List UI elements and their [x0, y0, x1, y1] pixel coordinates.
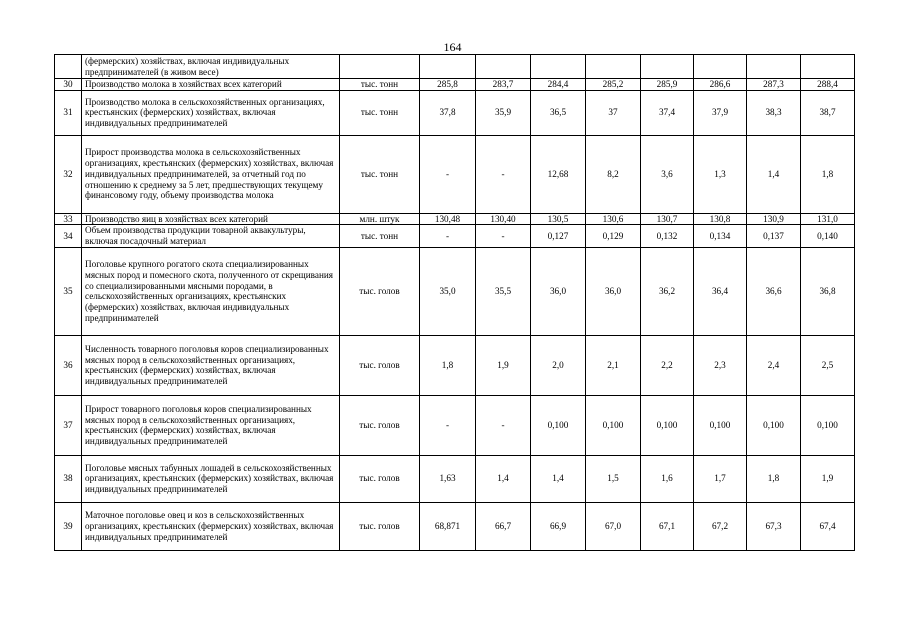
indicator-name: Прирост товарного поголовья коров специализированных мясных пород в сельскохозяйственных организациях, крестьянских (фермерских) хозяйствах, включая индивидуальных предпринимателей — [82, 395, 340, 455]
value-cell: 0,140 — [801, 225, 855, 247]
page-number: 164 — [443, 40, 462, 54]
value-cell: 0,100 — [747, 395, 801, 455]
table-row — [55, 247, 855, 335]
value-cell: - — [476, 135, 531, 213]
value-cell: 38,7 — [801, 90, 855, 135]
row-number — [55, 55, 82, 79]
table-row — [55, 90, 855, 135]
value-cell: 8,2 — [586, 135, 641, 213]
unit-cell — [340, 55, 420, 79]
value-cell: 38,3 — [747, 90, 801, 135]
value-cell: 2,3 — [694, 335, 747, 395]
value-cell: - — [420, 395, 476, 455]
table-row — [55, 335, 855, 395]
value-cell: 67,0 — [586, 502, 641, 550]
value-cell: 0,100 — [801, 395, 855, 455]
value-cell: - — [420, 135, 476, 213]
value-cell: 3,6 — [641, 135, 694, 213]
value-cell: 37 — [586, 90, 641, 135]
value-cell: 0,127 — [531, 225, 586, 247]
value-cell: 36,6 — [747, 247, 801, 335]
row-number: 31 — [55, 90, 82, 135]
value-cell: 130,48 — [420, 213, 476, 225]
unit-cell: тыс. тонн — [340, 135, 420, 213]
value-cell: 35,5 — [476, 247, 531, 335]
row-number: 32 — [55, 135, 82, 213]
value-cell: 286,6 — [694, 79, 747, 91]
value-cell: 1,6 — [641, 455, 694, 502]
value-cell — [801, 55, 855, 79]
row-number: 36 — [55, 335, 82, 395]
unit-cell: тыс. голов — [340, 502, 420, 550]
value-cell: 67,2 — [694, 502, 747, 550]
value-cell: 288,4 — [801, 79, 855, 91]
value-cell: 2,5 — [801, 335, 855, 395]
value-cell: 36,5 — [531, 90, 586, 135]
indicators-table — [54, 54, 855, 551]
value-cell: 0,134 — [694, 225, 747, 247]
value-cell: 36,0 — [531, 247, 586, 335]
value-cell: 2,1 — [586, 335, 641, 395]
value-cell — [694, 55, 747, 79]
indicator-name: Производство яиц в хозяйствах всех категорий — [82, 213, 340, 225]
table-row — [55, 55, 855, 79]
table-row — [55, 135, 855, 213]
value-cell: 2,4 — [747, 335, 801, 395]
value-cell: 37,8 — [420, 90, 476, 135]
value-cell: - — [476, 395, 531, 455]
unit-cell: тыс. голов — [340, 395, 420, 455]
value-cell — [747, 55, 801, 79]
value-cell: 131,0 — [801, 213, 855, 225]
value-cell: 0,100 — [641, 395, 694, 455]
table-row — [55, 502, 855, 550]
indicator-name: Поголовье крупного рогатого скота специализированных мясных пород и помесного скота, полученного от скрещивания со специализированными мясными породами, в сельскохозяйственных организациях, крестьянских (фермерских) хозяйствах, включая индивидуальных предпринимателей — [82, 247, 340, 335]
value-cell — [586, 55, 641, 79]
row-number: 37 — [55, 395, 82, 455]
value-cell: 67,4 — [801, 502, 855, 550]
value-cell: 67,3 — [747, 502, 801, 550]
unit-cell: тыс. голов — [340, 335, 420, 395]
table-row — [55, 395, 855, 455]
value-cell: 1,4 — [531, 455, 586, 502]
value-cell: 130,5 — [531, 213, 586, 225]
unit-cell: тыс. тонн — [340, 90, 420, 135]
value-cell: 1,8 — [747, 455, 801, 502]
value-cell: 37,4 — [641, 90, 694, 135]
value-cell: 1,3 — [694, 135, 747, 213]
value-cell: 287,3 — [747, 79, 801, 91]
indicator-name: Численность товарного поголовья коров специализированных мясных пород в сельскохозяйственных организациях, крестьянских (фермерских) хозяйствах, включая индивидуальных предпринимателей — [82, 335, 340, 395]
value-cell: 0,100 — [694, 395, 747, 455]
value-cell: 1,4 — [476, 455, 531, 502]
row-number: 35 — [55, 247, 82, 335]
value-cell: 285,2 — [586, 79, 641, 91]
table-row — [55, 79, 855, 91]
unit-cell: тыс. голов — [340, 455, 420, 502]
value-cell: 68,871 — [420, 502, 476, 550]
value-cell: 12,68 — [531, 135, 586, 213]
value-cell: 37,9 — [694, 90, 747, 135]
value-cell: 1,7 — [694, 455, 747, 502]
unit-cell: тыс. тонн — [340, 225, 420, 247]
row-number: 39 — [55, 502, 82, 550]
value-cell: 35,0 — [420, 247, 476, 335]
value-cell: 66,9 — [531, 502, 586, 550]
value-cell: 130,9 — [747, 213, 801, 225]
value-cell: 0,129 — [586, 225, 641, 247]
row-number: 38 — [55, 455, 82, 502]
value-cell: 66,7 — [476, 502, 531, 550]
row-number: 33 — [55, 213, 82, 225]
value-cell: 1,9 — [801, 455, 855, 502]
table-row — [55, 455, 855, 502]
value-cell: 0,132 — [641, 225, 694, 247]
value-cell: 283,7 — [476, 79, 531, 91]
value-cell: 1,8 — [420, 335, 476, 395]
value-cell: 36,2 — [641, 247, 694, 335]
value-cell: 130,7 — [641, 213, 694, 225]
indicator-name: Прирост производства молока в сельскохозяйственных организациях, крестьянских (фермерских) хозяйствах, включая индивидуальных предпринимателей, за отчетный год по отношению к среднему за 5 лет, предшествующих текущему финансовому году, объему производства молока — [82, 135, 340, 213]
value-cell: 285,8 — [420, 79, 476, 91]
value-cell: 285,9 — [641, 79, 694, 91]
value-cell: 130,8 — [694, 213, 747, 225]
value-cell: 130,40 — [476, 213, 531, 225]
value-cell: 284,4 — [531, 79, 586, 91]
value-cell: 36,4 — [694, 247, 747, 335]
value-cell: 1,5 — [586, 455, 641, 502]
unit-cell: тыс. голов — [340, 247, 420, 335]
value-cell — [420, 55, 476, 79]
value-cell: 0,137 — [747, 225, 801, 247]
table-body — [55, 55, 855, 551]
table-row — [55, 225, 855, 247]
value-cell: 1,8 — [801, 135, 855, 213]
value-cell: 35,9 — [476, 90, 531, 135]
indicator-name: Производство молока в сельскохозяйственных организациях, крестьянских (фермерских) хозяйствах, включая индивидуальных предпринимателей — [82, 90, 340, 135]
table-row — [55, 213, 855, 225]
value-cell — [641, 55, 694, 79]
value-cell: 130,6 — [586, 213, 641, 225]
value-cell: - — [420, 225, 476, 247]
indicator-name: Объем производства продукции товарной аквакультуры, включая посадочный материал — [82, 225, 340, 247]
indicator-name: Поголовье мясных табунных лошадей в сельскохозяйственных организациях, крестьянских (фермерских) хозяйствах, включая индивидуальных предпринимателей — [82, 455, 340, 502]
value-cell — [531, 55, 586, 79]
value-cell: 67,1 — [641, 502, 694, 550]
value-cell: 2,0 — [531, 335, 586, 395]
value-cell: 36,8 — [801, 247, 855, 335]
row-number: 30 — [55, 79, 82, 91]
row-number: 34 — [55, 225, 82, 247]
value-cell: 2,2 — [641, 335, 694, 395]
value-cell: 0,100 — [586, 395, 641, 455]
value-cell: 36,0 — [586, 247, 641, 335]
value-cell: 1,4 — [747, 135, 801, 213]
value-cell: - — [476, 225, 531, 247]
value-cell: 1,63 — [420, 455, 476, 502]
unit-cell: млн. штук — [340, 213, 420, 225]
value-cell: 1,9 — [476, 335, 531, 395]
unit-cell: тыс. тонн — [340, 79, 420, 91]
value-cell: 0,100 — [531, 395, 586, 455]
indicator-name: Производство молока в хозяйствах всех категорий — [82, 79, 340, 91]
indicator-name: Маточное поголовье овец и коз в сельскохозяйственных организациях, крестьянских (фермерских) хозяйствах, включая индивидуальных предпринимателей — [82, 502, 340, 550]
value-cell — [476, 55, 531, 79]
indicator-name: (фермерских) хозяйствах, включая индивидуальных предпринимателей (в живом весе) — [82, 55, 340, 79]
